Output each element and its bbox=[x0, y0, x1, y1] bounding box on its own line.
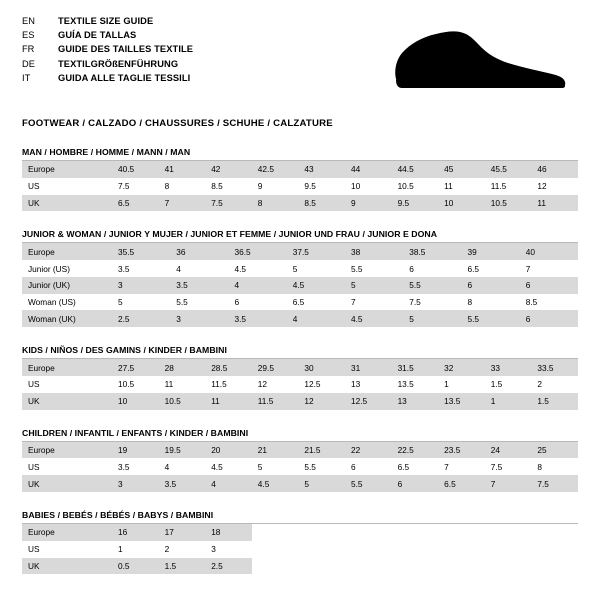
cell-empty bbox=[485, 524, 532, 541]
table-row bbox=[22, 541, 578, 558]
cell: 3.5 bbox=[118, 263, 130, 274]
cell: 20 bbox=[205, 442, 252, 459]
language-row bbox=[22, 44, 193, 58]
section-title: JUNIOR & WOMAN / JUNIOR Y MUJER / JUNIOR ET FEMME / JUNIOR UND FRAU / JUNIOR E DONA bbox=[22, 229, 438, 240]
cell: 10.5 bbox=[118, 379, 135, 390]
language-title: GUÍA DE TALLAS bbox=[58, 30, 137, 41]
cell: 13.5 bbox=[397, 379, 414, 390]
row-label: Europe bbox=[22, 442, 112, 459]
cell: 3.5 bbox=[118, 461, 130, 472]
section-children bbox=[0, 428, 600, 492]
table-row bbox=[22, 393, 578, 410]
table-row bbox=[22, 558, 578, 575]
cell: 5 bbox=[257, 461, 263, 472]
section-babies bbox=[0, 510, 600, 574]
cell: 44.5 bbox=[392, 161, 439, 178]
size-table-babies bbox=[22, 524, 578, 574]
row-label: Europe bbox=[22, 161, 112, 178]
cell: 6.5 bbox=[292, 297, 305, 308]
cell: 27.5 bbox=[112, 359, 159, 376]
table-row bbox=[22, 178, 578, 195]
cell: 6 bbox=[462, 277, 520, 294]
cell: 2.5 bbox=[205, 558, 252, 575]
cell: 4 bbox=[205, 475, 252, 492]
cell-empty bbox=[392, 541, 439, 558]
cell: 11.5 bbox=[211, 379, 227, 390]
cell-empty bbox=[298, 558, 345, 575]
row-label: UK bbox=[22, 558, 112, 575]
cell: 11.5 bbox=[490, 181, 507, 192]
section-man bbox=[0, 147, 600, 211]
cell-empty bbox=[298, 541, 345, 558]
cell: 42.5 bbox=[252, 161, 299, 178]
cell-empty bbox=[298, 524, 345, 541]
cell: 10.5 bbox=[159, 393, 206, 410]
cell: 9 bbox=[257, 181, 263, 192]
cell: 6.5 bbox=[397, 461, 410, 472]
cell: 5 bbox=[292, 263, 298, 274]
cell: 8 bbox=[537, 461, 542, 472]
cell: 3.5 bbox=[229, 310, 287, 327]
language-title: GUIDA ALLE TAGLIE TESSILI bbox=[58, 72, 191, 83]
cell: 2.5 bbox=[112, 310, 170, 327]
cell: 3 bbox=[170, 310, 228, 327]
cell: 38 bbox=[345, 243, 403, 260]
cell: 4 bbox=[287, 310, 345, 327]
section-title: BABIES / BEBÉS / BÉBÉS / BABYS / BAMBINI bbox=[22, 509, 214, 520]
cell: 11 bbox=[531, 195, 578, 212]
cell-empty bbox=[485, 558, 532, 575]
cell: 30 bbox=[298, 359, 345, 376]
cell: 11 bbox=[164, 379, 174, 390]
row-label: UK bbox=[22, 393, 112, 410]
cell: 6 bbox=[350, 461, 356, 472]
cell-empty bbox=[438, 524, 485, 541]
table-row bbox=[22, 243, 578, 260]
cell: 8.5 bbox=[211, 181, 223, 192]
cell: 46 bbox=[531, 161, 578, 178]
cell: 5.5 bbox=[345, 475, 392, 492]
table-row bbox=[22, 277, 578, 294]
cell: 36 bbox=[170, 243, 228, 260]
cell: 33.5 bbox=[531, 359, 578, 376]
cell: 4 bbox=[229, 277, 287, 294]
cell: 7 bbox=[485, 475, 532, 492]
cell: 4.5 bbox=[234, 263, 247, 274]
table-row bbox=[22, 442, 578, 459]
cell: 38.5 bbox=[403, 243, 461, 260]
table-row bbox=[22, 359, 578, 376]
cell: 31 bbox=[345, 359, 392, 376]
language-row bbox=[22, 73, 193, 87]
row-label: UK bbox=[22, 475, 112, 492]
cell: 11 bbox=[205, 393, 252, 410]
cell: 5.5 bbox=[304, 461, 316, 472]
language-title-list bbox=[22, 16, 193, 87]
language-code: EN bbox=[22, 16, 35, 26]
size-table-man bbox=[22, 161, 578, 211]
cell: 6.5 bbox=[112, 195, 159, 212]
cell: 5 bbox=[118, 297, 123, 308]
cell: 1.5 bbox=[159, 558, 206, 575]
cell: 4 bbox=[164, 461, 170, 472]
cell-empty bbox=[531, 558, 578, 575]
cell-empty bbox=[392, 558, 439, 575]
cell: 7.5 bbox=[490, 461, 503, 472]
size-table-junior-woman bbox=[22, 243, 578, 327]
row-label: Woman (US) bbox=[28, 297, 76, 308]
cell-empty bbox=[252, 558, 299, 575]
cell: 45.5 bbox=[485, 161, 532, 178]
language-title: TEXTILGRÖßENFÜHRUNG bbox=[58, 58, 179, 69]
cell: 4.5 bbox=[211, 461, 223, 472]
language-row bbox=[22, 30, 193, 44]
cell: 7.5 bbox=[531, 475, 578, 492]
cell: 43 bbox=[298, 161, 345, 178]
cell: 6 bbox=[520, 277, 578, 294]
table-row bbox=[22, 376, 578, 393]
cell: 21 bbox=[252, 442, 299, 459]
cell: 2 bbox=[537, 379, 542, 390]
cell: 10 bbox=[350, 181, 361, 192]
cell: 4.5 bbox=[345, 310, 403, 327]
cell: 4.5 bbox=[287, 277, 345, 294]
cell: 44 bbox=[345, 161, 392, 178]
cell: 6 bbox=[520, 310, 578, 327]
cell: 40 bbox=[520, 243, 578, 260]
cell-empty bbox=[252, 541, 299, 558]
row-label: Europe bbox=[22, 359, 112, 376]
cell: 21.5 bbox=[298, 442, 345, 459]
cell: 6.5 bbox=[467, 263, 480, 274]
cell: 12.5 bbox=[304, 379, 321, 390]
cell: 5.5 bbox=[176, 297, 188, 308]
size-table-children bbox=[22, 442, 578, 492]
table-row bbox=[22, 310, 578, 327]
cell: 3 bbox=[211, 544, 216, 555]
cell: 31.5 bbox=[392, 359, 439, 376]
document-header bbox=[0, 0, 600, 110]
cell: 10.5 bbox=[485, 195, 532, 212]
cell: 22.5 bbox=[392, 442, 439, 459]
cell: 3 bbox=[112, 277, 170, 294]
row-label: US bbox=[28, 544, 40, 555]
cell: 13 bbox=[392, 393, 439, 410]
section-kids bbox=[0, 345, 600, 409]
section-title: MAN / HOMBRE / HOMME / MANN / MAN bbox=[22, 147, 191, 157]
section-junior-woman bbox=[0, 229, 600, 327]
cell: 9.5 bbox=[392, 195, 439, 212]
cell: 4.5 bbox=[252, 475, 299, 492]
cell: 1.5 bbox=[490, 379, 503, 390]
cell: 19 bbox=[112, 442, 159, 459]
cell: 45 bbox=[438, 161, 485, 178]
cell: 7 bbox=[159, 195, 206, 212]
cell: 7.5 bbox=[205, 195, 252, 212]
dress-shoe-icon bbox=[384, 22, 574, 92]
cell: 9 bbox=[345, 195, 392, 212]
row-label: Europe bbox=[22, 243, 112, 260]
cell: 28 bbox=[159, 359, 206, 376]
cell: 11.5 bbox=[252, 393, 299, 410]
cell: 23.5 bbox=[438, 442, 485, 459]
cell: 22 bbox=[345, 442, 392, 459]
cell: 5 bbox=[403, 310, 461, 327]
row-label: Woman (UK) bbox=[22, 310, 112, 327]
cell: 7.5 bbox=[409, 297, 421, 308]
footwear-banner: FOOTWEAR / CALZADO / CHAUSSURES / SCHUHE / CALZATURE bbox=[22, 118, 333, 129]
cell: 12.5 bbox=[345, 393, 392, 410]
language-title: TEXTILE SIZE GUIDE bbox=[58, 16, 154, 26]
cell-empty bbox=[345, 558, 392, 575]
cell-empty bbox=[438, 541, 485, 558]
cell: 5.5 bbox=[351, 263, 363, 274]
cell: 4 bbox=[176, 263, 181, 274]
cell-empty bbox=[392, 524, 439, 541]
language-row bbox=[22, 59, 193, 73]
cell: 6 bbox=[409, 263, 414, 274]
cell: 12 bbox=[537, 181, 547, 192]
cell: 37.5 bbox=[287, 243, 345, 260]
cell: 5 bbox=[298, 475, 345, 492]
cell: 10.5 bbox=[397, 181, 414, 192]
cell: 12 bbox=[298, 393, 345, 410]
cell: 10 bbox=[112, 393, 159, 410]
row-label: US bbox=[28, 181, 40, 192]
cell: 6.5 bbox=[438, 475, 485, 492]
cell-empty bbox=[438, 558, 485, 575]
cell: 10 bbox=[438, 195, 485, 212]
cell: 8 bbox=[467, 297, 473, 308]
language-code: FR bbox=[22, 44, 35, 55]
cell: 1 bbox=[485, 393, 532, 410]
cell-empty bbox=[345, 541, 392, 558]
cell: 7.5 bbox=[118, 181, 130, 192]
cell: 36.5 bbox=[229, 243, 287, 260]
row-label: UK bbox=[22, 195, 112, 212]
cell: 17 bbox=[159, 524, 206, 541]
language-code: DE bbox=[22, 58, 35, 69]
cell: 5.5 bbox=[462, 310, 520, 327]
row-label: US bbox=[28, 461, 40, 472]
section-title: CHILDREN / INFANTIL / ENFANTS / KINDER / BAMBINI bbox=[22, 427, 249, 438]
cell: 5 bbox=[345, 277, 403, 294]
cell: 7 bbox=[351, 297, 356, 308]
cell: 41 bbox=[159, 161, 206, 178]
cell: 33 bbox=[485, 359, 532, 376]
cell: 2 bbox=[164, 544, 170, 555]
cell-empty bbox=[531, 541, 578, 558]
cell: 8.5 bbox=[298, 195, 345, 212]
cell: 24 bbox=[485, 442, 532, 459]
section-title: KIDS / NIÑOS / DES GAMINS / KINDER / BAMBINI bbox=[22, 345, 227, 356]
cell: 12 bbox=[257, 379, 268, 390]
cell: 28.5 bbox=[205, 359, 252, 376]
cell-empty bbox=[345, 524, 392, 541]
table-row bbox=[22, 161, 578, 178]
table-row bbox=[22, 475, 578, 492]
row-label: Junior (UK) bbox=[22, 277, 112, 294]
cell: 25 bbox=[531, 442, 578, 459]
language-code: ES bbox=[22, 30, 35, 41]
cell: 1 bbox=[118, 544, 123, 555]
cell: 42 bbox=[205, 161, 252, 178]
cell: 40.5 bbox=[112, 161, 159, 178]
cell: 19.5 bbox=[159, 442, 206, 459]
table-row bbox=[22, 524, 578, 541]
cell: 1 bbox=[444, 379, 449, 390]
row-label: Junior (US) bbox=[28, 263, 70, 274]
cell: 13.5 bbox=[438, 393, 485, 410]
cell-empty bbox=[485, 541, 532, 558]
cell: 7 bbox=[525, 263, 531, 274]
table-row bbox=[22, 260, 578, 277]
row-label: US bbox=[28, 379, 40, 390]
size-table-kids bbox=[22, 359, 578, 409]
cell: 18 bbox=[205, 524, 252, 541]
cell: 3.5 bbox=[159, 475, 206, 492]
cell-empty bbox=[531, 524, 578, 541]
cell: 6 bbox=[234, 297, 240, 308]
cell-empty bbox=[252, 524, 299, 541]
cell: 11 bbox=[444, 181, 453, 192]
cell: 16 bbox=[112, 524, 159, 541]
table-row bbox=[22, 294, 578, 311]
cell: 8 bbox=[252, 195, 299, 212]
language-row bbox=[22, 16, 193, 30]
cell: 8 bbox=[164, 181, 170, 192]
cell: 3 bbox=[112, 475, 159, 492]
cell: 8.5 bbox=[525, 297, 538, 308]
cell: 29.5 bbox=[252, 359, 299, 376]
cell: 13 bbox=[350, 379, 361, 390]
row-label: Europe bbox=[22, 524, 112, 541]
cell: 35.5 bbox=[112, 243, 170, 260]
cell: 0.5 bbox=[112, 558, 159, 575]
cell: 32 bbox=[438, 359, 485, 376]
table-row bbox=[22, 458, 578, 475]
cell: 9.5 bbox=[304, 181, 316, 192]
language-code: IT bbox=[22, 72, 31, 83]
cell: 6 bbox=[392, 475, 439, 492]
cell: 39 bbox=[462, 243, 520, 260]
cell: 7 bbox=[444, 461, 449, 472]
cell: 5.5 bbox=[403, 277, 461, 294]
language-title: GUIDE DES TAILLES TEXTILE bbox=[58, 44, 194, 55]
cell: 1.5 bbox=[531, 393, 578, 410]
table-row bbox=[22, 195, 578, 212]
cell: 3.5 bbox=[170, 277, 228, 294]
